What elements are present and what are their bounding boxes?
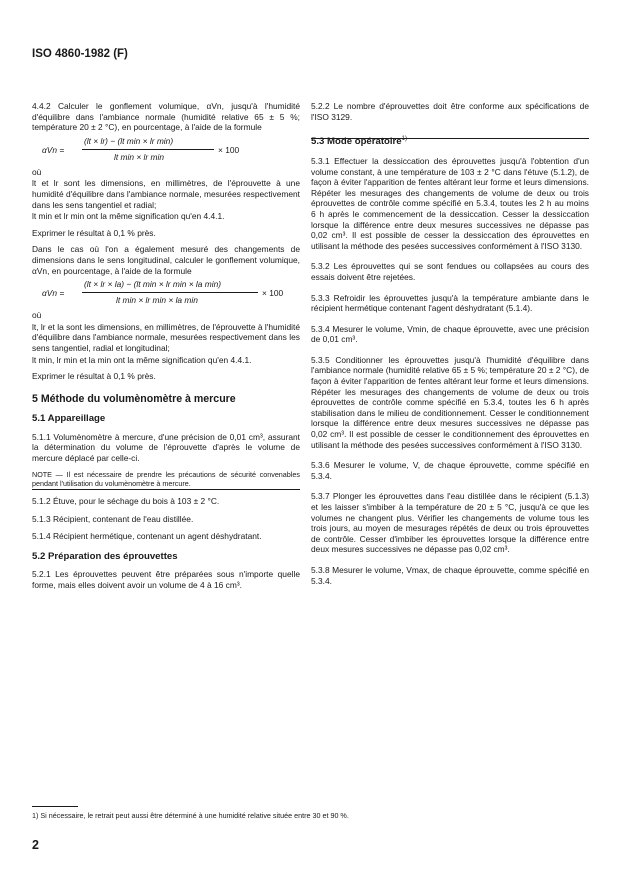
note: NOTE — Il est nécessaire de prendre les précautions de sécurité convenables pendant l'utilisation du volumènomètre à mercure. bbox=[32, 469, 300, 488]
left-column bbox=[32, 101, 300, 591]
section-5-3-text: 5.3 Mode opératoire bbox=[311, 136, 402, 148]
para-5-1-1: 5.1.1 Volumènomètre à mercure, d'une précision de 0,01 cm³, assurant la détermination du volume de l'éprouvette d'après le volume de mercure déplacé par celle-ci. bbox=[32, 431, 300, 464]
para-4-4-2: 4.4.2 Calculer le gonflement volumique, αVn, jusqu'à l'humidité d'équilibre dans l'ambiance normale (humidité relative 65 ± 5 %; température 20 ± 2 °C), en pourcentage, à l'aide de la formule bbox=[32, 101, 300, 133]
formula-2-fraction-bar bbox=[82, 292, 258, 293]
section-5-2-title: 5.2 Préparation des éprouvettes bbox=[32, 550, 178, 562]
formula-2-denominator: lt min × lr min × la min bbox=[116, 295, 198, 306]
page-number: 2 bbox=[32, 838, 39, 852]
para-5-1-4: 5.1.4 Récipient hermétique, contenant un agent déshydratant. bbox=[32, 531, 262, 542]
footnote-rule bbox=[32, 806, 78, 807]
section-5-1-title: 5.1 Appareillage bbox=[32, 413, 106, 425]
para-5-2-2: 5.2.2 Le nombre d'éprouvettes doit être conforme aux spécifications de l'ISO 3129. bbox=[311, 101, 589, 122]
right-column bbox=[311, 101, 589, 586]
dims-1: lt et lr sont les dimensions, en millimètres, de l'éprouvette à une humidité d'équilibre dans l'ambiance normale, mesurées respectivement dans les sens tangentiel et radial; bbox=[32, 178, 300, 210]
para-5-3-8: 5.3.8 Mesurer le volume, Vmax, de chaque éprouvette, comme spécifié en 5.3.4. bbox=[311, 564, 589, 586]
formula-2-lhs: αVn = bbox=[42, 288, 65, 299]
formula-1-fraction-bar bbox=[82, 149, 214, 150]
formula-1 bbox=[32, 133, 300, 167]
section-5-3-title bbox=[311, 134, 589, 148]
ou-1: où bbox=[32, 166, 42, 177]
para-5-3-7: 5.3.7 Plonger les éprouvettes dans l'eau distillée dans le récipient (5.1.3) et les laisser s'imbiber à la température de 20 ± 5 °C, jusqu'à ce que les volumes ne changent plus. Vérifier les changements de volume tous les trois jours, au moyen de mesurages répétés de deux ou trois éprouvettes de contrôle. Cesser d'imbiber les éprouvettes lorsque la différence entre deux mesures successives ne dépasse pas 0,02 cm³. bbox=[311, 491, 589, 555]
para-5-3-5: 5.3.5 Conditionner les éprouvettes jusqu'à l'humidité d'équilibre dans l'ambiance normale (humidité relative 65 ± 5 %; température 20 ± 2 °C), de façon à éviter l'apparition de fentes altérant leur forme et leurs dimensions. Répéter les mesurages des changements de volume de deux ou trois éprouvettes de contrôle comme spécifié en 5.3.4, toutes les 6 h après stabilisation dans le milieu de conditionnement. Cesser le conditionnement lorsque la différence entre deux mesures successives ne dépasse pas 0,02 cm³. Il est possible de cesser le conditionnement des éprouvettes en utilisant la méthode des pesées successives conformément à l'ISO 3130. bbox=[311, 354, 589, 450]
ou-2: où bbox=[32, 310, 42, 321]
formula-2-multiplier: × 100 bbox=[262, 288, 284, 299]
formula-1-denominator: lt min × lr min bbox=[114, 151, 165, 162]
footnote-ref: 1) bbox=[401, 136, 407, 143]
para-longitudinal: Dans le cas où l'on a également mesuré des changements de dimensions dans le sens longitudinal, calculer le gonflement volumique, αVn, en pourcentage, à l'aide de la formule bbox=[32, 244, 300, 276]
para-5-3-3: 5.3.3 Refroidir les éprouvettes jusqu'à la température ambiante dans le récipient hermétique contenant l'agent déshydratant (5.1.4). bbox=[311, 292, 589, 314]
document-header: ISO 4860-1982 (F) bbox=[32, 48, 128, 60]
section-rule-left bbox=[32, 489, 300, 490]
section-5-title: 5 Méthode du volumènomètre à mercure bbox=[32, 392, 236, 405]
express-1: Exprimer le résultat à 0,1 % près. bbox=[32, 227, 156, 238]
dims-2: lt, lr et la sont les dimensions, en millimètres, de l'éprouvette à l'humidité d'équilibre dans l'ambiance normale, mesurées respectivement dans les sens tangentiel, radial et longitudinal; bbox=[32, 321, 300, 353]
para-5-2-1: 5.2.1 Les éprouvettes peuvent être préparées sous n'importe quelle forme, mais elles doivent avoir un volume de 4 à 16 cm³. bbox=[32, 569, 300, 591]
para-5-1-3: 5.1.3 Récipient, contenant de l'eau distillée. bbox=[32, 513, 194, 524]
footnote: 1) Si nécessaire, le retrait peut aussi être déterminé à une humidité relative située entre 30 et 90 %. bbox=[32, 811, 349, 820]
express-2: Exprimer le résultat à 0,1 % près. bbox=[32, 371, 156, 382]
para-5-3-2: 5.3.2 Les éprouvettes qui se sont fendues ou collapsées au cours des essais doivent être rejetées. bbox=[311, 261, 589, 282]
formula-1-lhs: αVn = bbox=[42, 144, 65, 155]
para-5-3-6: 5.3.6 Mesurer le volume, V, de chaque éprouvette, comme spécifié en 5.3.4. bbox=[311, 460, 589, 481]
section-rule-right bbox=[311, 138, 589, 139]
para-5-3-4: 5.3.4 Mesurer le volume, Vmin, de chaque éprouvette, avec une précision de 0,01 cm³. bbox=[311, 323, 589, 345]
formula-1-numerator: (lt × lr) − (lt min × lr min) bbox=[84, 135, 174, 146]
formula-2-numerator: (lt × lr × la) − (lt min × lr min × la min) bbox=[84, 279, 222, 290]
para-5-3-1: 5.3.1 Effectuer la dessiccation des éprouvettes jusqu'à l'obtention d'un volume constant, à une température de 103 ± 2 °C dans l'étuve (5.1.2), de façon à éviter l'apparition de fentes altérant leur forme et leurs dimensions. Répéter les mesurages des changements de volume de deux ou trois éprouvettes de contrôle comme spécifié en 5.3.4, toutes les 2 h au moins 6 h après le commencement de la dessiccation. Cesser la dessiccation lorsque la différence entre deux mesures successives ne dépasse pas 0,02 cm³. Il est possible de cesser la dessiccation des éprouvettes en utilisant la méthode des pesées successives conformément à l'ISO 3130. bbox=[311, 155, 589, 251]
same-1: lt min et lr min ont la même signification qu'en 4.4.1. bbox=[32, 211, 225, 222]
formula-2 bbox=[32, 276, 300, 310]
formula-1-multiplier: × 100 bbox=[218, 144, 240, 155]
same-2: lt min, lr min et la min ont la même signification qu'en 4.4.1. bbox=[32, 354, 252, 365]
para-5-1-2: 5.1.2 Étuve, pour le séchage du bois à 103 ± 2 °C. bbox=[32, 496, 220, 507]
